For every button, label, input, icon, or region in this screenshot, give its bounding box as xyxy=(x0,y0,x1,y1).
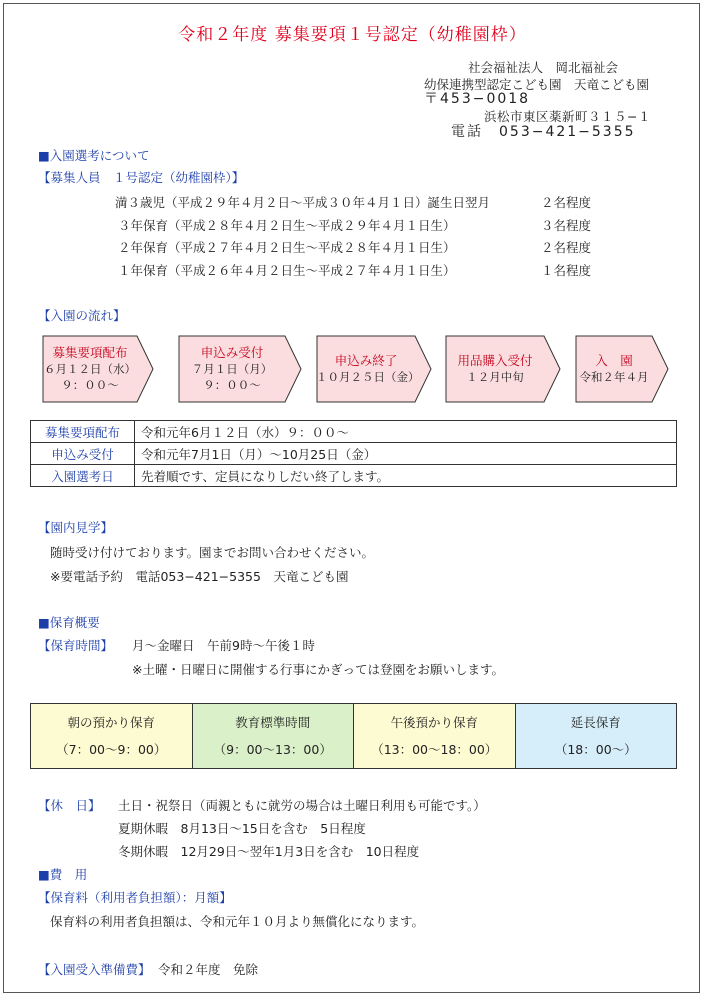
table-row xyxy=(31,443,677,465)
table-row xyxy=(31,704,677,769)
holidays-line2: 夏期休暇 8月13日〜15日を含む 5日程度 xyxy=(118,821,366,836)
holidays-line3: 冬期休暇 12月29日〜翌年1月3日を含む 10日程度 xyxy=(118,844,420,859)
table-row xyxy=(31,421,677,443)
flow-step-line1: ７月１日（月） xyxy=(191,362,273,376)
schedule-label: 募集要項配布 xyxy=(31,421,135,443)
recruit-row-count: ２名程度 xyxy=(541,240,592,255)
flow-heading: 【入園の流れ】 xyxy=(38,308,126,323)
schedule-label: 申込み受付 xyxy=(31,443,135,465)
flow-step-line2: ９：００〜 xyxy=(203,378,261,392)
hours-slot-afternoon xyxy=(354,704,516,769)
hours-table xyxy=(30,703,677,769)
org-name: 幼保連携型認定こども園 天竜こども園 xyxy=(424,77,650,92)
page-title: 令和２年度 募集要項１号認定（幼稚園枠） xyxy=(178,25,527,45)
recruit-row-count: ３名程度 xyxy=(541,218,592,233)
slot-name: 午後預かり保育 xyxy=(390,715,478,730)
fee-label: 【保育料（利用者負担額）：月額】 xyxy=(38,890,232,905)
fee-text: 保育料の利用者負担額は、令和元年１０月より無償化になります。 xyxy=(50,914,425,929)
flow-step-title: 入 園 xyxy=(595,353,633,368)
slot-time: （18：00〜） xyxy=(554,742,637,757)
flow-step-title: 用品購入受付 xyxy=(457,353,533,368)
hours-label: 【保育時間】 xyxy=(38,638,114,653)
flow-step-enroll xyxy=(575,335,669,403)
holidays-line1: 土日・祝祭日（両親ともに就労の場合は土曜日利用も可能です。） xyxy=(118,798,486,813)
recruit-row-text: １年保育（平成２６年４月２日生〜平成２７年４月１日生） xyxy=(118,263,456,278)
slot-time: （7：00〜9：00） xyxy=(56,742,167,757)
org-corp: 社会福祉法人 岡北福祉会 xyxy=(468,60,619,75)
schedule-label: 入園選考日 xyxy=(31,465,135,487)
recruit-row-count: ２名程度 xyxy=(541,195,592,210)
table-row xyxy=(31,465,677,487)
hours-note: ※土曜・日曜日に開催する行事にかぎっては登園をお願いします。 xyxy=(132,662,504,677)
recruit-row-text: 満３歳児（平成２９年４月２日〜平成３０年４月１日）誕生日翌月 xyxy=(115,195,491,210)
flow-step-apply xyxy=(178,335,302,403)
flow-step-line1: １２月中旬 xyxy=(466,370,524,384)
recruit-row-count: １名程度 xyxy=(541,263,592,278)
flow-step-goods xyxy=(445,335,561,403)
overview-heading: ■保育概要 xyxy=(38,615,100,630)
org-postal: 〒453−0018 xyxy=(424,91,531,107)
slot-name: 教育標準時間 xyxy=(235,715,311,730)
tour-line2: ※要電話予約 電話053−421−5355 天竜こども園 xyxy=(50,569,349,584)
flow-step-title: 申込み受付 xyxy=(200,345,264,360)
slot-name: 延長保育 xyxy=(570,715,621,730)
schedule-value: 令和元年6月１２日（水）９：００〜 xyxy=(135,421,677,443)
slot-time: （9：00〜13：00） xyxy=(213,742,332,757)
org-address: 浜松市東区薬新町３１５−１ xyxy=(484,109,651,124)
flow-step-line1: ６月１２日（水） xyxy=(44,362,136,376)
slot-name: 朝の預かり保育 xyxy=(67,715,155,730)
tour-heading: 【園内見学】 xyxy=(38,520,114,535)
flow-step-title: 申込み終了 xyxy=(334,353,398,368)
prep-label: 【入園受入準備費】 xyxy=(38,962,151,977)
flow-step-title: 募集要項配布 xyxy=(52,345,128,360)
hours-slot-extended xyxy=(515,704,677,769)
hours-value: 月〜金曜日 午前9時〜午後１時 xyxy=(132,638,315,653)
slot-time: （13：00〜18：00） xyxy=(371,742,498,757)
flow-step-line1: １０月２５日（金） xyxy=(316,370,420,384)
prep-value: 令和２年度 免除 xyxy=(158,962,259,977)
admission-heading: ■入園選考について xyxy=(38,148,150,163)
tour-line1: 随時受け付けております。園までお問い合わせください。 xyxy=(50,545,375,560)
flow-step-line2: ９：００〜 xyxy=(61,378,119,392)
fees-heading: ■費 用 xyxy=(38,867,88,882)
recruit-row-text: ２年保育（平成２７年４月２日生〜平成２８年４月１日生） xyxy=(118,240,456,255)
recruit-label: 【募集人員 １号認定（幼稚園枠）】 xyxy=(38,170,245,185)
org-phone: 電話 053−421−5355 xyxy=(451,124,636,140)
flow-step-line1: 令和２年４月 xyxy=(579,370,649,384)
schedule-value: 先着順です、定員になりしだい終了します。 xyxy=(135,465,677,487)
flow-step-close xyxy=(316,335,432,403)
holidays-label: 【休 日】 xyxy=(38,798,101,813)
flow-step-recruit xyxy=(42,335,154,403)
schedule-table xyxy=(30,420,677,487)
hours-slot-morning xyxy=(31,704,193,769)
schedule-value: 令和元年7月1日（月）〜10月25日（金） xyxy=(135,443,677,465)
hours-slot-standard xyxy=(192,704,354,769)
recruit-row-text: ３年保育（平成２８年４月２日生〜平成２９年４月１日生） xyxy=(118,218,456,233)
